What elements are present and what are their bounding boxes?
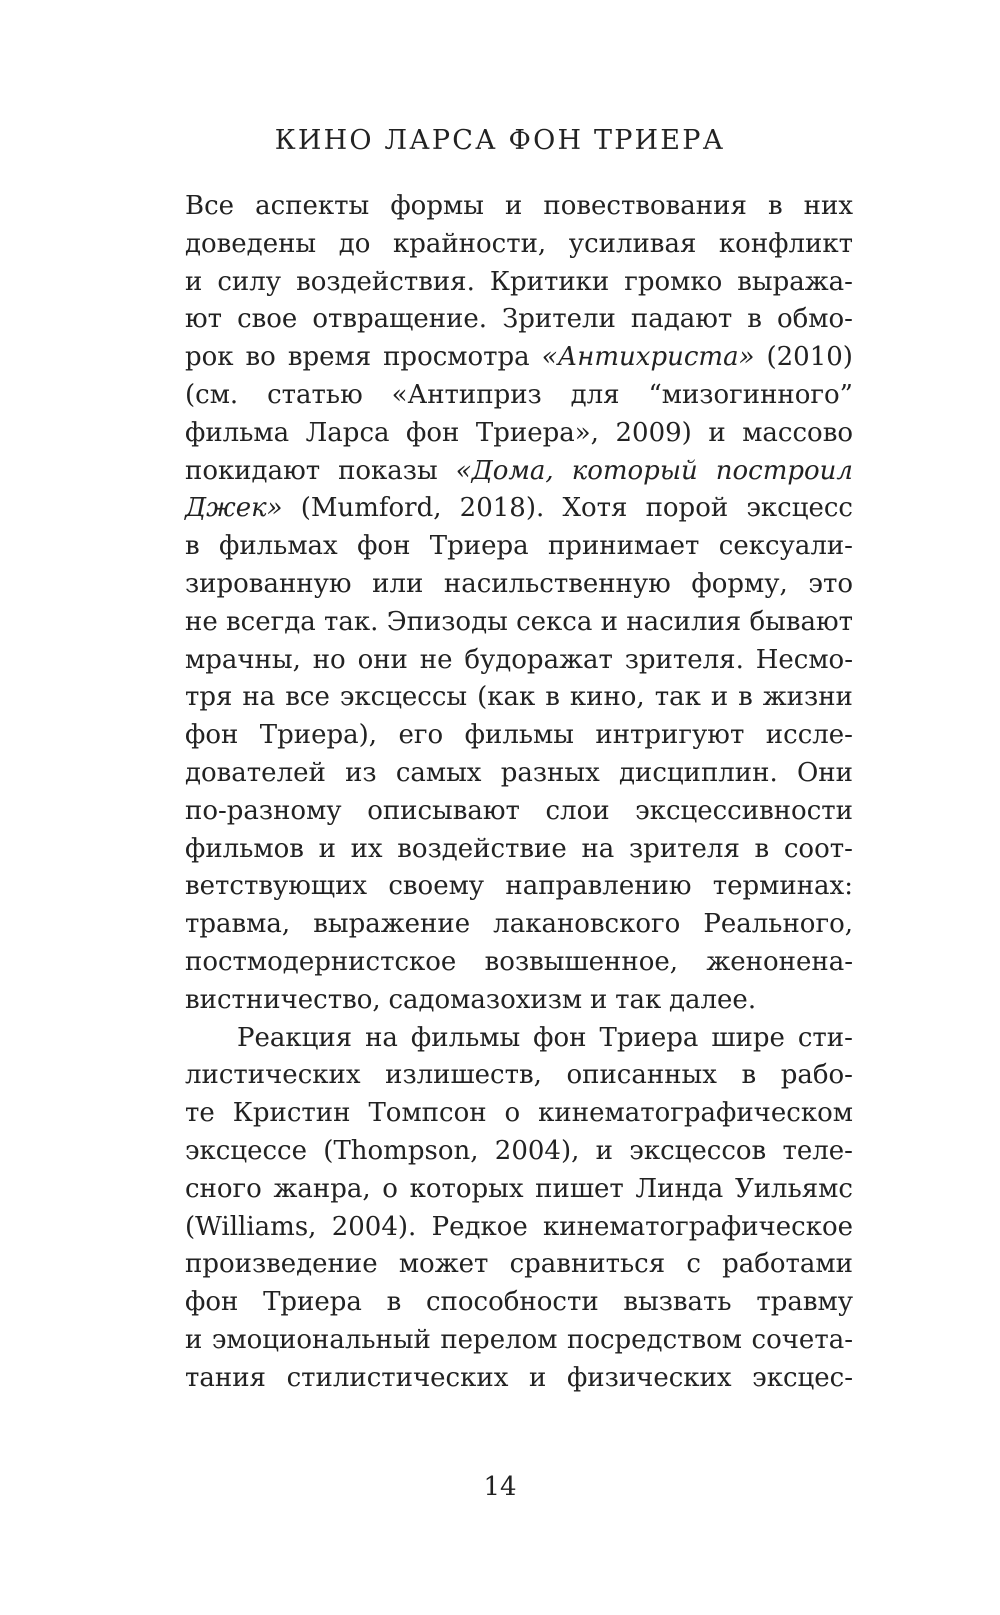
- word: фильмы: [464, 720, 574, 751]
- word: силу: [217, 266, 282, 297]
- body-text: [185, 188, 853, 1398]
- text-line: [185, 1133, 853, 1171]
- word: который: [571, 455, 698, 486]
- word: падают: [630, 304, 733, 335]
- word: в: [767, 191, 783, 221]
- word: женонена-: [706, 946, 853, 977]
- page-number: 14: [483, 1472, 517, 1502]
- word: выражение: [313, 909, 471, 940]
- word: о: [504, 1098, 521, 1129]
- word: бывают: [749, 606, 853, 637]
- word: доведены: [185, 228, 317, 259]
- word: ветствующих: [185, 871, 368, 902]
- word: так: [654, 682, 701, 713]
- text-line: [185, 1095, 853, 1133]
- word: громко: [624, 266, 723, 297]
- text-line: [185, 453, 853, 491]
- word: «Дома,: [455, 455, 554, 486]
- word: (Thompson,: [323, 1135, 479, 1166]
- word: крайности,: [392, 228, 547, 259]
- word: Линда: [635, 1173, 724, 1204]
- word: на: [581, 833, 615, 864]
- word: тря: [185, 682, 233, 713]
- word: травма,: [185, 909, 291, 940]
- word: на: [365, 1022, 398, 1053]
- word: и: [600, 606, 618, 637]
- word: в: [386, 1287, 402, 1318]
- word: и: [589, 984, 608, 1015]
- word: и: [595, 1135, 613, 1166]
- word: порой: [645, 493, 729, 524]
- word: так: [615, 984, 662, 1015]
- word: 2004).: [331, 1211, 417, 1242]
- word: построил: [715, 455, 853, 486]
- word: в: [754, 833, 770, 864]
- word: разных: [500, 757, 600, 788]
- word: статью: [267, 379, 363, 410]
- text-line: [185, 679, 853, 717]
- word: зрителя.: [624, 644, 744, 675]
- text-line: [185, 793, 853, 831]
- word: Триера),: [259, 720, 378, 751]
- text-line: [185, 1360, 853, 1398]
- word: травму: [756, 1287, 853, 1318]
- word: во: [245, 342, 276, 373]
- word: жизни: [762, 682, 853, 713]
- text-line: [185, 528, 853, 566]
- word: зрителя: [629, 833, 740, 864]
- word: Редкое: [431, 1211, 528, 1242]
- word: Томпсон: [368, 1098, 487, 1129]
- word: всегда: [226, 606, 316, 637]
- word: те: [185, 1098, 215, 1129]
- word: вызвать: [623, 1287, 732, 1318]
- running-head: КИНО ЛАРСА ФОН ТРИЕРА: [274, 125, 726, 156]
- word: описанных: [566, 1060, 717, 1091]
- word: 2018).: [459, 493, 545, 524]
- text-line: [185, 1171, 853, 1209]
- text-line: [185, 642, 853, 680]
- word: это: [808, 568, 853, 599]
- word: его: [398, 720, 444, 751]
- word: своему: [388, 871, 485, 902]
- word: рабо-: [780, 1060, 853, 1091]
- word: физических: [566, 1362, 732, 1393]
- word: эксцессе: [185, 1135, 307, 1166]
- word: аспекты: [255, 191, 370, 221]
- word: эксцессивности: [635, 795, 853, 826]
- word: мрачны,: [185, 644, 301, 675]
- word: сного: [185, 1173, 262, 1204]
- word: ют: [185, 304, 223, 335]
- text-line: [185, 415, 853, 453]
- word: Реального,: [703, 909, 853, 940]
- word: формы: [390, 191, 484, 221]
- word: так.: [324, 606, 379, 637]
- word: кино,: [569, 682, 645, 713]
- word: по-разному: [185, 795, 342, 826]
- word: все: [285, 682, 330, 713]
- word: секса: [516, 606, 593, 637]
- word: стилистических: [286, 1362, 509, 1393]
- word: Критики: [489, 266, 610, 297]
- word: фон: [185, 1287, 239, 1318]
- word: фон: [357, 531, 411, 562]
- word: в: [185, 531, 200, 562]
- word: отвращение.: [312, 304, 488, 335]
- text-line: [185, 339, 853, 377]
- word: фильмах: [218, 531, 338, 562]
- text-line: [185, 868, 853, 906]
- word: эксцессов: [629, 1135, 767, 1166]
- word: Ларса: [305, 417, 390, 448]
- text-line: [185, 1209, 853, 1247]
- word: 2009): [615, 417, 692, 448]
- word: которых: [409, 1173, 524, 1204]
- text-line: [185, 604, 853, 642]
- word: Триера: [599, 1022, 699, 1053]
- word: насильственную: [443, 568, 671, 599]
- word: пишет: [535, 1173, 624, 1204]
- word: они: [357, 644, 408, 675]
- word: принимает: [547, 531, 700, 562]
- word: или: [372, 568, 424, 599]
- word: “мизогинного”: [648, 379, 853, 410]
- word: просмотра: [383, 342, 530, 373]
- word: Кристин: [232, 1098, 351, 1129]
- word: эксцессы: [339, 682, 468, 713]
- word: покидают: [185, 455, 321, 486]
- word: о: [382, 1173, 398, 1204]
- word: фон: [406, 417, 460, 448]
- word: показы: [338, 455, 438, 486]
- word: терминах:: [712, 871, 853, 902]
- text-line: [185, 1020, 853, 1058]
- word: иссле-: [765, 720, 853, 751]
- word: Хотя: [562, 493, 628, 524]
- word: 2004),: [494, 1135, 580, 1166]
- word: фильмов: [185, 833, 304, 864]
- word: зированную: [185, 568, 352, 599]
- word: и: [528, 1362, 547, 1393]
- text-line: [185, 188, 853, 226]
- word: до: [338, 228, 371, 259]
- word: и: [708, 417, 726, 448]
- word: в: [747, 304, 762, 335]
- text-line: [185, 490, 853, 528]
- text-line: [185, 944, 853, 982]
- word: шире: [711, 1022, 785, 1053]
- word: насилия: [626, 606, 742, 637]
- word: обмо-: [776, 304, 853, 335]
- word: фон: [185, 720, 239, 751]
- word: садомазохизм: [388, 984, 583, 1015]
- text-line: [185, 301, 853, 339]
- word: и: [185, 266, 203, 297]
- text-line: [185, 717, 853, 755]
- word: и: [504, 191, 523, 221]
- word: слои: [545, 795, 610, 826]
- word: листических: [185, 1060, 361, 1091]
- word: (Williams,: [185, 1211, 317, 1242]
- text-line: [185, 1057, 853, 1095]
- word: может: [398, 1249, 489, 1280]
- word: (Mumford,: [300, 493, 442, 524]
- word: Все: [185, 191, 235, 221]
- word: «Антихриста»: [541, 342, 755, 373]
- word: них: [803, 191, 853, 221]
- word: усиливая: [568, 228, 697, 259]
- word: направлению: [505, 871, 692, 902]
- word: жанра,: [273, 1173, 371, 1204]
- word: Эпизоды: [386, 606, 508, 637]
- word: (как: [477, 682, 536, 713]
- word: фильма: [185, 417, 290, 448]
- word: сочета-: [751, 1324, 853, 1355]
- word: Триера: [263, 1287, 362, 1318]
- word: работами: [722, 1249, 853, 1280]
- word: повествования: [543, 191, 747, 221]
- word: и: [185, 1324, 203, 1355]
- word: эмоциональный: [211, 1324, 431, 1355]
- word: тания: [185, 1362, 266, 1393]
- word: время: [287, 342, 372, 373]
- word: дисциплин.: [619, 757, 778, 788]
- word: дователей: [185, 757, 326, 788]
- word: Триера: [429, 531, 529, 562]
- word: сравниться: [509, 1249, 666, 1280]
- word: но: [312, 644, 346, 675]
- word: способности: [426, 1287, 599, 1318]
- text-line: [185, 1322, 853, 1360]
- word: Они: [796, 757, 853, 788]
- word: самых: [395, 757, 482, 788]
- word: в: [545, 682, 560, 713]
- word: фильмы: [410, 1022, 521, 1053]
- word: Триера»,: [475, 417, 599, 448]
- word: не: [185, 606, 218, 637]
- word: Джек»: [185, 493, 283, 524]
- text-line: [185, 264, 853, 302]
- word: Зрители: [502, 304, 616, 335]
- word: Несмо-: [755, 644, 853, 675]
- word: не: [419, 644, 453, 675]
- word: массово: [742, 417, 853, 448]
- word: произведение: [185, 1249, 378, 1280]
- text-line: [185, 566, 853, 604]
- word: сексуали-: [718, 531, 853, 562]
- text-line: [185, 377, 853, 415]
- word: форму,: [691, 568, 788, 599]
- word: (2010): [766, 342, 853, 373]
- word: возвышенное,: [484, 946, 678, 977]
- word: посредством: [566, 1324, 743, 1355]
- word: излишеств,: [385, 1060, 542, 1091]
- word: перелом: [440, 1324, 558, 1355]
- word: на: [242, 682, 276, 713]
- text-line: [185, 226, 853, 264]
- word: описывают: [367, 795, 520, 826]
- word: с: [686, 1249, 701, 1280]
- text-line: [185, 1246, 853, 1284]
- word: вистничество,: [185, 984, 381, 1015]
- word: воздействие: [397, 833, 567, 864]
- word: кинематографическом: [538, 1098, 853, 1129]
- word: конфликт: [718, 228, 853, 259]
- word: соот-: [783, 833, 853, 864]
- word: свое: [237, 304, 298, 335]
- text-line: [185, 831, 853, 869]
- word: воздействия.: [296, 266, 475, 297]
- word: сти-: [797, 1022, 853, 1053]
- word: их: [350, 833, 383, 864]
- text-line: [185, 1284, 853, 1322]
- word: Уильямс: [734, 1173, 853, 1204]
- word: рок: [185, 342, 234, 373]
- word: фон: [533, 1022, 587, 1053]
- text-line: [185, 755, 853, 793]
- text-line: [185, 982, 853, 1020]
- word: и: [710, 682, 729, 713]
- word: (см.: [185, 379, 239, 410]
- word: интригуют: [595, 720, 745, 751]
- word: будоражат: [464, 644, 613, 675]
- word: в: [738, 682, 753, 713]
- text-line: [185, 906, 853, 944]
- word: из: [345, 757, 377, 788]
- word: «Антиприз: [391, 379, 542, 410]
- word: Реакция: [237, 1022, 353, 1053]
- word: и: [318, 833, 336, 864]
- word: в: [741, 1060, 757, 1091]
- word: далее.: [669, 984, 757, 1015]
- word: лакановского: [493, 909, 681, 940]
- word: кинематографическое: [543, 1211, 853, 1242]
- word: выража-: [737, 266, 853, 297]
- word: теле-: [782, 1135, 853, 1166]
- word: эксцес-: [752, 1362, 853, 1393]
- word: для: [570, 379, 620, 410]
- word: эксцесс: [746, 493, 853, 524]
- word: постмодернистское: [185, 946, 457, 977]
